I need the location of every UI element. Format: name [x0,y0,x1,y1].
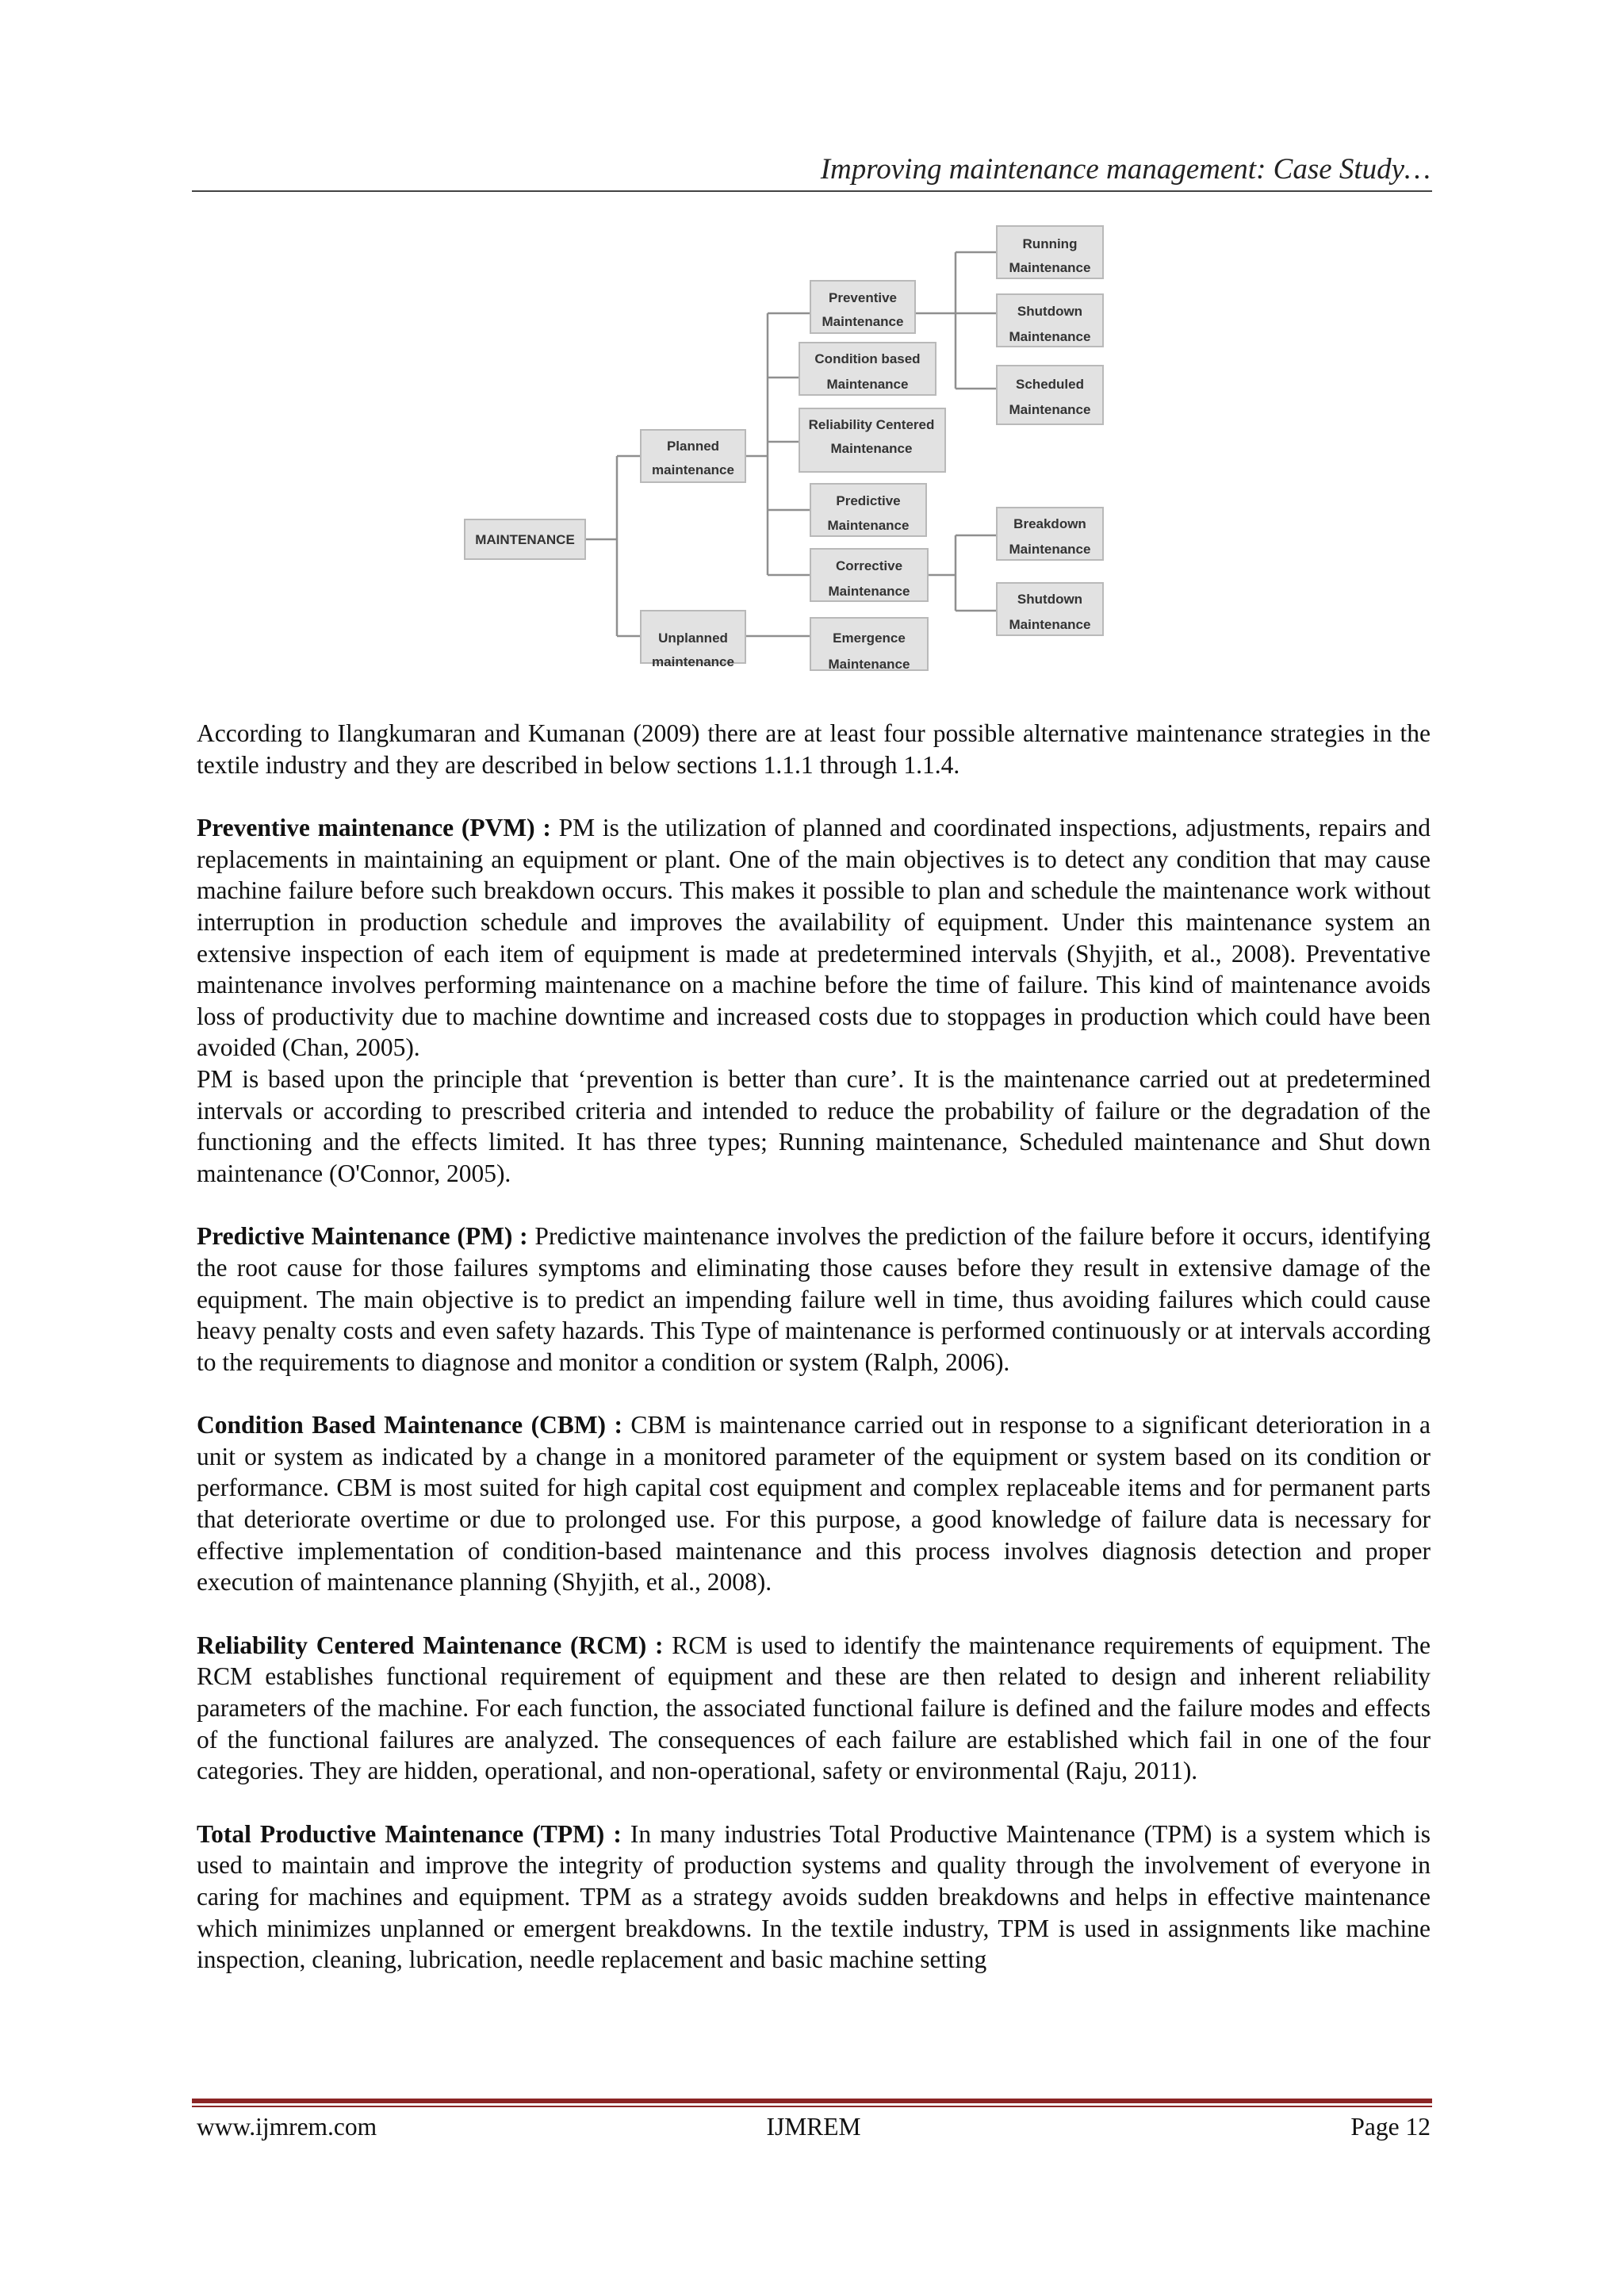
footer-page-number: Page 12 [1350,2113,1431,2141]
node-unplanned-maintenance [641,611,745,669]
svg-text:Maintenance: Maintenance [830,441,913,456]
connector-root [585,456,641,636]
svg-text:Maintenance: Maintenance [1009,617,1091,632]
rcm-heading: Reliability Centered Maintenance (RCM) : [197,1631,664,1659]
svg-text:Maintenance: Maintenance [828,657,910,672]
node-running-maintenance [997,226,1103,278]
maintenance-hierarchy-diagram [0,0,1624,714]
svg-text:MAINTENANCE: MAINTENANCE [475,532,575,547]
svg-text:Maintenance: Maintenance [827,518,910,533]
svg-text:Maintenance: Maintenance [1009,542,1091,557]
svg-text:Maintenance: Maintenance [826,377,909,392]
node-shutdown-maintenance-preventive [997,294,1103,347]
svg-text:Maintenance: Maintenance [1009,329,1091,344]
svg-text:Breakdown: Breakdown [1013,516,1086,531]
pvm-paragraph [197,812,1431,1064]
svg-text:Maintenance: Maintenance [1009,260,1091,275]
node-shutdown-maintenance-corrective [997,583,1103,635]
intro-paragraph [197,718,1431,780]
svg-text:Emergence: Emergence [833,631,906,646]
node-scheduled-maintenance [997,366,1103,424]
node-reliability-centered-maintenance [799,408,945,472]
svg-text:Maintenance: Maintenance [822,314,904,329]
svg-text:maintenance: maintenance [652,462,734,477]
node-predictive-maintenance [810,484,926,536]
svg-text:Shutdown: Shutdown [1017,304,1083,319]
svg-text:Scheduled: Scheduled [1016,377,1084,392]
node-emergence-maintenance [810,618,928,672]
footer-rule-thick [192,2099,1432,2103]
footer-website: www.ijmrem.com [197,2113,377,2141]
running-header: Improving maintenance management: Case Study… [820,153,1431,186]
pvm-heading: Preventive maintenance (PVM) : [197,814,551,842]
cbm-text: CBM is maintenance carried out in response to a significant deterioration in a unit or system as indicated by a change in a monitored parameter of the equipment or system based on its condition or performance. CBM is most suited for high capital cost equipment and complex replaceable items and for permanent parts that deteriorate overtime or due to prolonged use. For this purpose, a good knowledge of failure data is necessary for effective implementation of condition-based maintenance and this process involves diagnosis detection and proper execution of maintenance planning (Shyjith, et al., 2008). [197,1411,1431,1596]
svg-text:maintenance: maintenance [652,654,734,669]
pm-paragraph [197,1221,1431,1378]
footer-rule-thin [192,2106,1432,2107]
intro-text: According to Ilangkumaran and Kumanan (2009) there are at least four possible alternative maintenance strategies in the textile industry and they are described in below sections 1.1.1 through 1.1.4. [197,719,1431,779]
pvm-paragraph-2 [197,1064,1431,1189]
node-preventive-maintenance [810,281,915,333]
pvm-text-2: PM is based upon the principle that ‘prevention is better than cure’. It is the maintenance carried out at predetermined intervals or according to prescribed criteria and intended to reduce the probability of failure or the degradation of the functioning and the effects limited. It has three types; Running maintenance, Scheduled maintenance and Shut down maintenance (O'Connor, 2005). [197,1064,1431,1187]
svg-text:Running: Running [1022,236,1078,251]
cbm-heading: Condition Based Maintenance (CBM) : [197,1411,622,1439]
pm-text: Predictive maintenance involves the prediction of the failure before it occurs, identifying the root cause for those failures symptoms and eliminating those causes before they result in extensive damage of the equipment. The main objective is to predict an impending failure well in time, thus avoiding failures which could cause heavy penalty costs and even safety hazards. This Type of maintenance is performed continuously or at intervals according to the requirements to diagnose and monitor a condition or system (Ralph, 2006). [197,1222,1431,1376]
page-footer [197,2113,1431,2145]
svg-text:Maintenance: Maintenance [828,584,910,599]
svg-text:Shutdown: Shutdown [1017,592,1083,607]
rcm-text: RCM is used to identify the maintenance requirements of equipment. The RCM establishes functional requirement of equipment and these are then related to design and inherent reliability parameters of the machine. For each function, the associated functional failure is defined and the failure modes and effects of the functional failures are analyzed. The consequences of each failure are established which fail in one of the four categories. They are hidden, operational, and non-operational, safety or environmental (Raju, 2011). [197,1631,1431,1785]
article-body [197,718,1431,1976]
tpm-text: In many industries Total Productive Maintenance (TPM) is a system which is used to maintain and improve the integrity of production systems and quality through the involvement of everyone in caring for machines and equipment. TPM as a strategy avoids sudden breakdowns and helps in effective maintenance which minimizes unplanned or emergent breakdowns. In the textile industry, TPM is used in assignments like machine inspection, cleaning, lubrication, needle replacement and basic machine setting [197,1819,1431,1974]
svg-text:Reliability Centered: Reliability Centered [808,417,935,432]
node-maintenance-root [465,519,585,559]
tpm-heading: Total Productive Maintenance (TPM) : [197,1819,622,1848]
pvm-text: PM is the utilization of planned and coordinated inspections, adjustments, repairs and replacements in maintaining an equipment or plant. One of the main objectives is to detect any condition that may cause machine failure before such breakdown occurs. This makes it possible to plan and schedule the maintenance work without interruption in production schedule and improves the availability of equipment. Under this maintenance system an extensive inspection of each item of equipment is made at predetermined intervals (Shyjith, et al., 2008). Preventative maintenance involves performing maintenance on a machine before the time of failure. This kind of maintenance avoids loss of productivity due to machine downtime and increased costs due to stoppages in production which could have been avoided (Chan, 2005). [197,814,1431,1062]
svg-text:Predictive: Predictive [836,493,901,508]
node-planned-maintenance [641,430,745,482]
connector-corrective [928,535,997,611]
rcm-paragraph [197,1630,1431,1787]
tpm-paragraph [197,1819,1431,1976]
svg-text:Unplanned: Unplanned [658,631,728,646]
node-corrective-maintenance [810,549,928,601]
node-condition-based-maintenance [799,343,936,395]
svg-text:Maintenance: Maintenance [1009,402,1091,417]
node-breakdown-maintenance [997,508,1103,560]
cbm-paragraph [197,1409,1431,1598]
svg-text:Planned: Planned [666,439,720,454]
footer-journal: IJMREM [766,2113,861,2141]
svg-text:Preventive: Preventive [829,290,897,305]
pm-heading: Predictive Maintenance (PM) : [197,1222,528,1251]
svg-text:Condition based: Condition based [814,351,921,366]
svg-text:Corrective: Corrective [835,558,903,573]
